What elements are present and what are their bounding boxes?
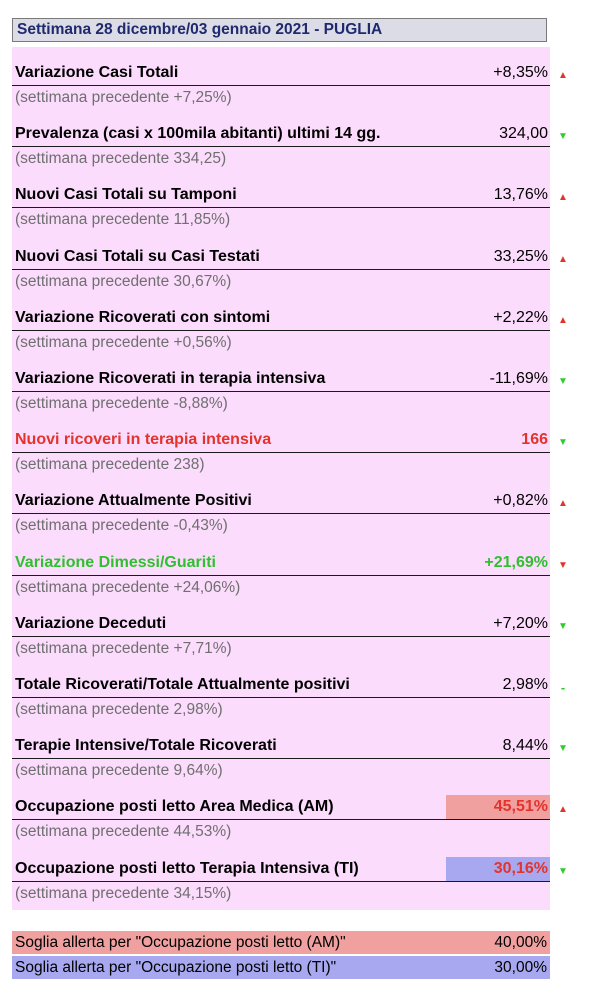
indicator-row	[12, 611, 550, 661]
indicator-line	[12, 550, 550, 576]
triangle-down-icon: ▼	[558, 865, 568, 877]
threshold-value: 40,00%	[494, 933, 547, 951]
indicator-row	[12, 366, 550, 416]
triangle-down-icon: ▼	[558, 437, 568, 449]
indicator-label: Totale Ricoverati/Totale Attualmente positivi	[15, 676, 350, 693]
indicator-line	[12, 611, 550, 637]
indicator-row	[12, 60, 550, 110]
indicator-value: +8,35%	[493, 64, 548, 81]
indicator-value: 166	[521, 431, 548, 449]
indicator-line	[12, 366, 550, 392]
indicator-label: Occupazione posti letto Area Medica (AM)	[15, 798, 334, 816]
indicator-row	[12, 794, 550, 844]
triangle-down-icon: ▼	[558, 376, 568, 387]
indicator-line	[12, 427, 550, 453]
indicator-value: +0,82%	[493, 492, 548, 510]
indicator-line	[12, 60, 550, 86]
indicator-value: 2,98%	[502, 676, 548, 693]
indicator-label: Nuovi Casi Totali su Casi Testati	[15, 247, 260, 265]
triangle-down-icon: ▼	[558, 743, 568, 755]
indicator-row	[12, 488, 550, 538]
indicator-label: Prevalenza (casi x 100mila abitanti) ultimi 14 gg.	[15, 125, 381, 143]
previous-week-value: (settimana precedente 238)	[15, 456, 205, 474]
indicator-line	[12, 672, 550, 698]
indicator-row	[12, 856, 550, 906]
indicator-line	[12, 182, 550, 208]
dash-icon: -	[560, 680, 566, 695]
previous-week-value: (settimana precedente 9,64%)	[15, 762, 223, 780]
indicator-line	[12, 733, 550, 759]
indicator-line	[12, 244, 550, 270]
indicator-value: +7,20%	[493, 614, 548, 632]
alert-threshold-row	[12, 956, 550, 979]
indicator-value: 30,16%	[446, 857, 550, 881]
previous-week-value: (settimana precedente -0,43%)	[15, 517, 228, 535]
threshold-label: Soglia allerta per "Occupazione posti letto (TI)"	[15, 958, 337, 976]
previous-week-value: (settimana precedente +24,06%)	[15, 578, 241, 596]
alert-threshold-row	[12, 931, 550, 954]
previous-week-value: (settimana precedente +0,56%)	[15, 333, 232, 351]
triangle-up-icon: ▲	[558, 70, 568, 81]
indicator-label: Terapie Intensive/Totale Ricoverati	[15, 737, 277, 755]
report-title: Settimana 28 dicembre/03 gennaio 2021 - PUGLIA	[12, 18, 547, 42]
indicator-label: Variazione Ricoverati con sintomi	[15, 308, 271, 326]
indicator-label: Variazione Dimessi/Guariti	[15, 553, 216, 571]
threshold-value: 30,00%	[494, 958, 547, 976]
triangle-up-icon: ▲	[558, 253, 568, 265]
triangle-up-icon: ▲	[558, 804, 568, 816]
triangle-down-icon: ▼	[558, 131, 568, 143]
indicator-line	[12, 488, 550, 514]
triangle-up-icon: ▲	[558, 192, 568, 204]
indicator-value: 33,25%	[493, 247, 548, 265]
triangle-down-icon: ▼	[558, 620, 568, 632]
indicator-row	[12, 182, 550, 232]
indicator-row	[12, 305, 550, 355]
indicator-label: Variazione Ricoverati in terapia intensiva	[15, 370, 326, 387]
previous-week-value: (settimana precedente 34,15%)	[15, 884, 232, 902]
previous-week-value: (settimana precedente +7,71%)	[15, 639, 232, 657]
indicator-row	[12, 733, 550, 783]
indicator-label: Variazione Casi Totali	[15, 64, 179, 81]
indicator-line	[12, 856, 550, 882]
indicator-line	[12, 121, 550, 147]
indicator-value: 324,00	[499, 125, 548, 143]
previous-week-value: (settimana precedente 30,67%)	[15, 272, 232, 290]
indicator-label: Variazione Attualmente Positivi	[15, 492, 252, 510]
previous-week-value: (settimana precedente +7,25%)	[15, 89, 232, 106]
indicator-label: Nuovi ricoveri in terapia intensiva	[15, 431, 272, 449]
indicator-value: 8,44%	[502, 737, 548, 755]
previous-week-value: (settimana precedente -8,88%)	[15, 395, 228, 412]
indicator-label: Variazione Deceduti	[15, 614, 167, 632]
threshold-label: Soglia allerta per "Occupazione posti letto (AM)"	[15, 933, 346, 951]
previous-week-value: (settimana precedente 11,85%)	[15, 211, 231, 229]
indicator-row	[12, 121, 550, 171]
indicator-line	[12, 794, 550, 820]
indicator-label: Nuovi Casi Totali su Tamponi	[15, 186, 237, 204]
triangle-up-icon: ▲	[558, 314, 568, 326]
indicator-line	[12, 305, 550, 331]
indicator-row	[12, 244, 550, 294]
indicator-row	[12, 672, 550, 722]
indicator-value: -11,69%	[489, 370, 548, 387]
triangle-down-icon: ▼	[558, 559, 568, 571]
previous-week-value: (settimana precedente 2,98%)	[15, 701, 223, 718]
indicator-value: 45,51%	[446, 795, 550, 819]
indicator-row	[12, 550, 550, 600]
indicator-row	[12, 427, 550, 477]
indicator-value: +21,69%	[484, 553, 548, 571]
indicator-value: 13,76%	[493, 186, 548, 204]
indicator-value: +2,22%	[493, 308, 548, 326]
previous-week-value: (settimana precedente 44,53%)	[15, 823, 232, 841]
triangle-up-icon: ▲	[558, 498, 568, 510]
indicator-label: Occupazione posti letto Terapia Intensiva (TI)	[15, 859, 359, 877]
previous-week-value: (settimana precedente 334,25)	[15, 150, 227, 168]
